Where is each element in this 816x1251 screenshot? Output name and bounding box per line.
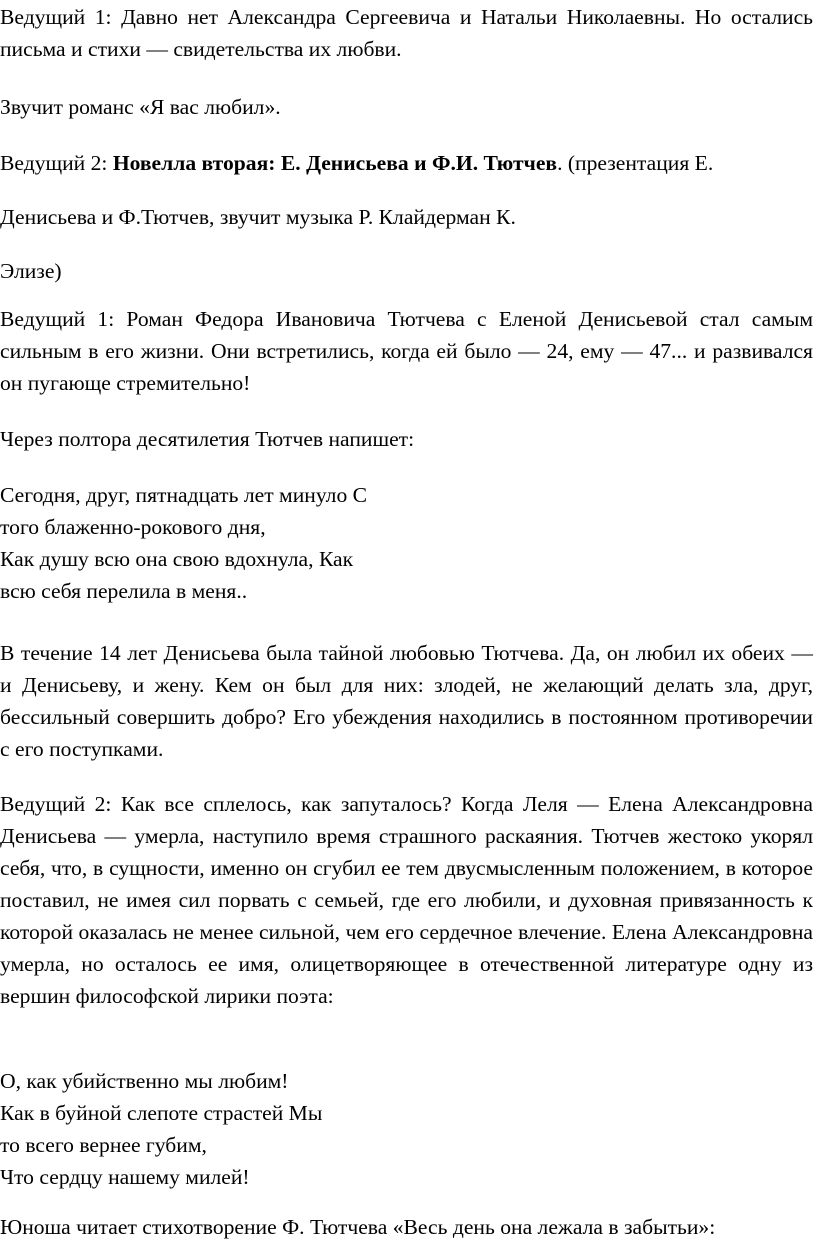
paragraph-presentation-end: Элизе) [0,259,62,283]
novella-note: . (презентация Е. [557,151,714,175]
paragraph-host1-intro: Ведущий 1: Давно нет Александра Сергеевича и Натальи Николаевны. Но остались письма и стихи — свидетельства их любви. [0,5,813,61]
paragraph-host1-romance: Ведущий 1: Роман Федора Ивановича Тютчева с Еленой Денисьевой стал самым сильным в его жизни. Они встретились, когда ей было — 24, ему — 47... и развивался он пугающе стремительно! [0,307,813,395]
speaker-label: Ведущий 2: [0,151,113,175]
poem-murderous-love [0,1065,322,1193]
paragraph-presentation-note: Денисьева и Ф.Тютчев, звучит музыка Р. Клайдерман К. [0,205,516,229]
poem-line: то всего вернее губим, [0,1133,207,1157]
poem-line: Сегодня, друг, пятнадцать лет минуло С [0,483,368,507]
paragraph-secret-love: В течение 14 лет Денисьева была тайной любовью Тютчева. Да, он любил их обеих — и Денисьеву, и жену. Кем он был для них: злодей, не желающий делать зла, друг, бессильный совершить добро? Его убеждения находились в постоянном противоречии с его поступками. [0,641,813,761]
poem-line: Как в буйной слепоте страстей Мы [0,1101,323,1125]
poem-line: Как душу всю она свою вдохнула, Как [0,547,354,571]
poem-line: того блаженно-рокового дня, [0,515,266,539]
paragraph-novella-title [0,147,813,179]
poem-line: О, как убийственно мы любим! [0,1069,289,1093]
poem-line: Что сердцу нашему милей! [0,1165,250,1189]
paragraph-host2-repentance: Ведущий 2: Как все сплелось, как запуталось? Когда Леля — Елена Александровна Денисьева — умерла, наступило время страшного раскаяния. Тютчев жестоко укорял себя, что, в сущности, именно он сгубил ее тем двусмысленным положением, в которое поставил, не имея сил порвать с семьей, где его любили, и духовная привязанность к которой оказалась не менее сильной, чем его сердечное влечение. Елена Александровна умерла, но осталось ее имя, олицетворяющее в отечественной литературе одну из вершин философской лирики поэта: [0,792,813,1008]
poem-fifteen-years [0,479,367,607]
paragraph-romance: Звучит романс «Я вас любил». [0,95,281,119]
paragraph-quote-intro: Через полтора десятилетия Тютчев напишет: [0,427,415,451]
novella-heading: Новелла вторая: Е. Денисьева и Ф.И. Тютчев [112,151,558,175]
poem-line: всю себя перелила в меня.. [0,579,248,603]
paragraph-youth-reads: Юноша читает стихотворение Ф. Тютчева «Весь день она лежала в забытьи»: [0,1215,716,1239]
